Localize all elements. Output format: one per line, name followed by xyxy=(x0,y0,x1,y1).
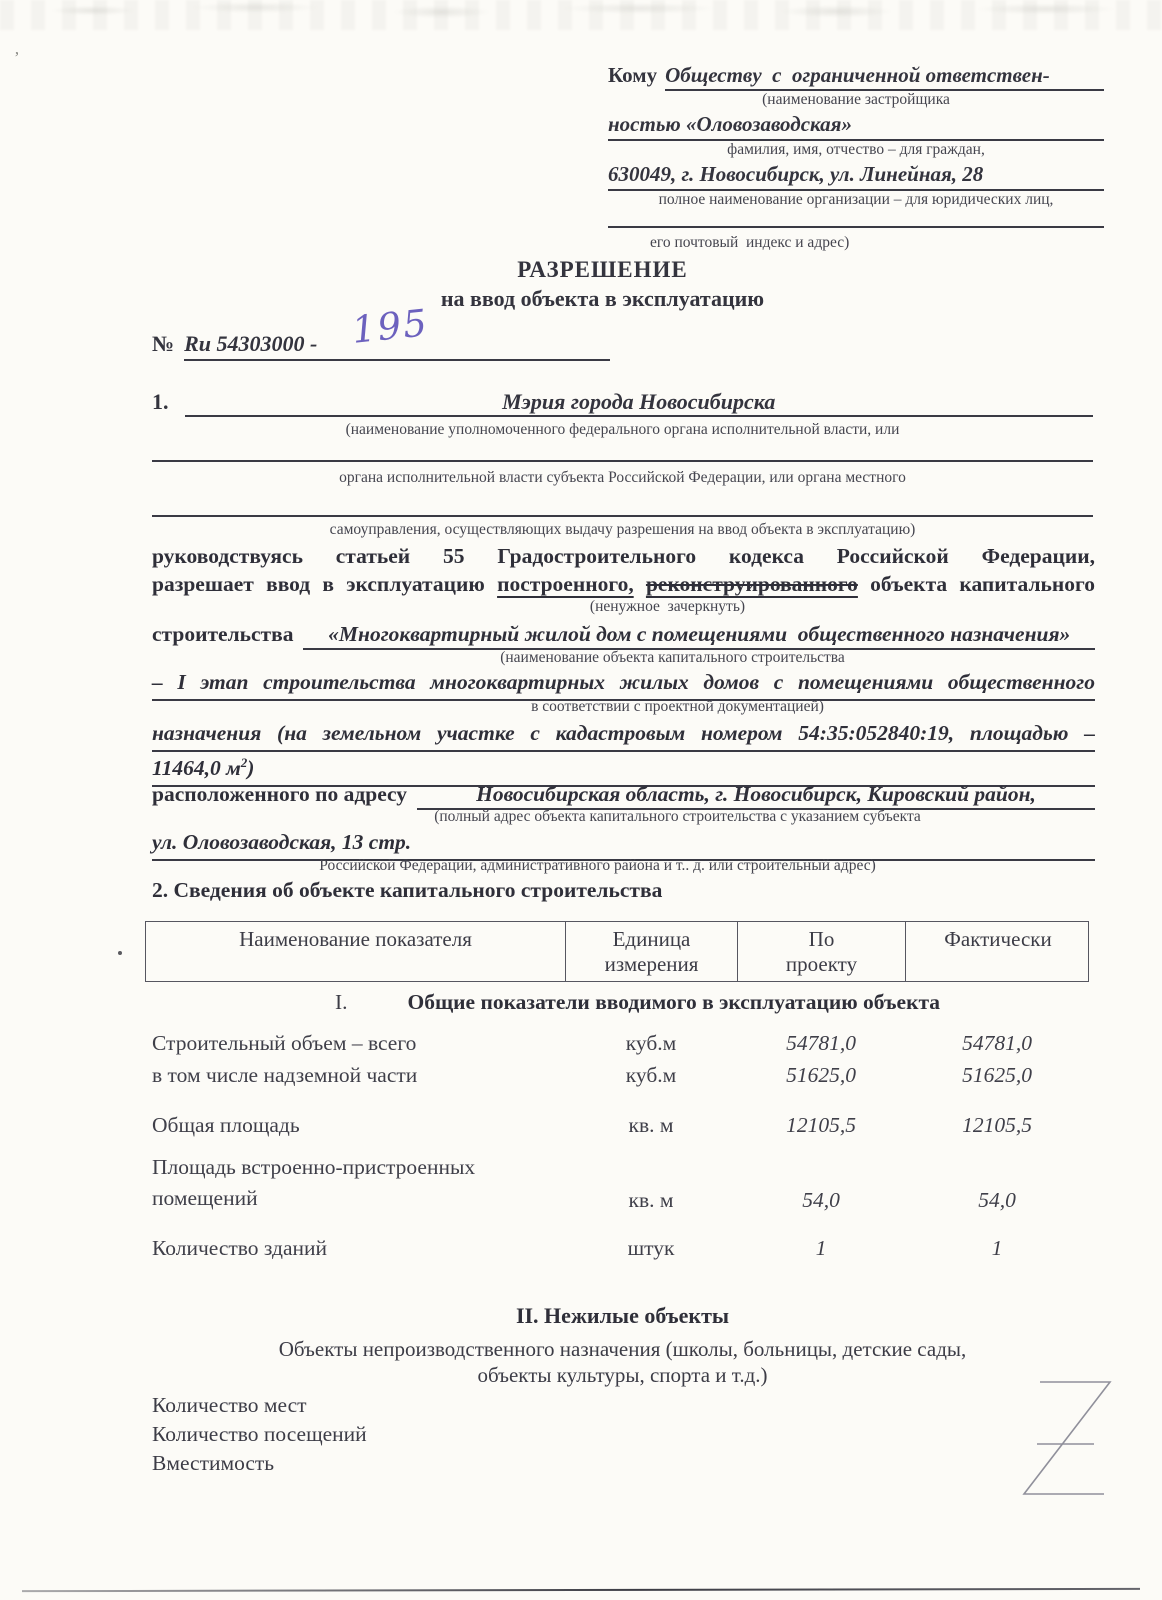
area-close-paren: ) xyxy=(247,756,255,781)
row-unit: куб.м xyxy=(625,1031,677,1055)
blank-underline xyxy=(152,440,1093,462)
location-field xyxy=(417,781,1095,810)
document-title: РАЗРЕШЕНИЕ xyxy=(517,257,688,282)
col-header-indicator xyxy=(146,922,566,981)
hint-developer-name: (наименование застройщика xyxy=(762,91,950,108)
scan-bottom-edge-line xyxy=(22,1588,1140,1592)
row-project-value: 54,0 xyxy=(802,1188,840,1212)
developer-name-part2: ностью «Оловозаводская» xyxy=(608,110,1104,141)
item1-number: 1. xyxy=(152,389,169,414)
table-row xyxy=(145,1235,1089,1262)
issuing-authority-line xyxy=(152,389,1093,417)
hint-full-address: (полный адрес объекта капитального строительства с указанием субъекта xyxy=(434,808,921,825)
hint-authority-1: (наименование уполномоченного федерального органа исполнительной власти, или xyxy=(345,421,900,438)
hint-authority-3: самоуправления, осуществляющих выдачу разрешения на ввод объекта в эксплуатацию) xyxy=(329,521,916,538)
hint-address-2: Российской Федерации, административного района и т.. д. или строительный адрес) xyxy=(319,857,876,874)
section-1-numeral: I. xyxy=(335,990,348,1014)
row-actual-value: 54,0 xyxy=(978,1188,1016,1212)
scan-noise-strip xyxy=(0,0,1162,30)
row-project-value: 54781,0 xyxy=(786,1031,856,1055)
permit-number-handwritten: 195 xyxy=(350,301,431,352)
permit-number-line xyxy=(152,301,610,361)
construction-object-field xyxy=(303,621,1095,650)
permit-number-printed: Ru 54303000 - xyxy=(184,331,318,356)
permit-number-field xyxy=(184,301,610,361)
construction-label: строительства xyxy=(152,622,294,646)
document-title-block xyxy=(130,256,1075,314)
construction-object-value: «Многоквартирный жилой дом с помещениями общественного назначения» xyxy=(328,622,1071,646)
hint-authority-2: органа исполнительной власти субъекта Российской Федерации, или органа местного xyxy=(339,469,906,486)
nonres-item-capacity: Вместимость xyxy=(152,1451,275,1475)
row-indicator: в том числе надземной части xyxy=(152,1063,418,1087)
stage-line: – I этап строительства многоквартирных жилых домов с помещениями общественного xyxy=(152,669,1095,701)
location-line xyxy=(152,781,1095,810)
col-header-indicator-label: Наименование показателя xyxy=(239,927,472,951)
hint-postal-address: его почтовый индекс и адрес) xyxy=(650,234,850,251)
section-2-roman-title: II. Нежилые объекты xyxy=(515,1303,730,1328)
hint-org-name: полное наименование организации – для юридических лиц, xyxy=(658,191,1054,208)
row-project-value: 51625,0 xyxy=(786,1063,856,1087)
hint-project-docs: в соответствии с проектной документацией) xyxy=(531,698,824,715)
street-line: ул. Оловозаводская, 13 стр. xyxy=(152,829,1095,861)
indicators-table-header xyxy=(145,921,1089,982)
row-indicator: Общая площадь xyxy=(152,1113,300,1137)
nonres-item-seats: Количество мест xyxy=(152,1393,307,1417)
row-indicator: Строительный объем – всего xyxy=(152,1031,417,1055)
number-sign: № xyxy=(152,331,175,356)
addressee-block xyxy=(608,62,1104,251)
permission-suffix: объекта капитального xyxy=(870,572,1095,596)
location-value: Новосибирская область, г. Новосибирск, Кировский район, xyxy=(476,782,1036,806)
table-row xyxy=(145,1030,1089,1057)
parcel-line: назначения (на земельном участке с кадастровым номером 54:35:052840:19, площадью – xyxy=(152,720,1095,752)
komu-label: Кому xyxy=(608,63,658,87)
hint-cross-out: (ненужное зачеркнуть) xyxy=(589,598,746,615)
body-statute-line: руководствуясь статьей 55 Градостроительного кодекса Российской Федерации, xyxy=(152,544,1095,568)
built-word: построенного, xyxy=(497,572,634,596)
table-section-1-heading xyxy=(152,990,1093,1015)
permission-prefix: разрешает ввод в эксплуатацию xyxy=(152,572,485,596)
row-indicator: Количество зданий xyxy=(152,1236,328,1260)
blank-underline xyxy=(608,214,1104,228)
document-subtitle: на ввод объекта в эксплуатацию xyxy=(440,286,765,311)
location-label: расположенного по адресу xyxy=(152,782,408,806)
col-header-actual xyxy=(906,922,1090,981)
body-permission-line xyxy=(152,571,1095,598)
col-header-unit-label: Единица измерения xyxy=(604,927,699,976)
row-unit: куб.м xyxy=(625,1063,677,1087)
nonres-item-visits: Количество посещений xyxy=(152,1422,367,1446)
col-header-unit xyxy=(566,922,738,981)
section-2-subtitle-1: Объекты непроизводственного назначения (школы, больницы, детские сады, xyxy=(278,1337,967,1361)
scan-artifact xyxy=(118,951,122,955)
construction-object-line xyxy=(152,621,1095,650)
table-row xyxy=(145,1062,1089,1089)
addressee-line-1 xyxy=(608,62,1104,91)
area-superscript: 2 xyxy=(240,755,248,770)
hint-person-name: фамилия, имя, отчество – для граждан, xyxy=(727,141,985,158)
row-actual-value: 54781,0 xyxy=(962,1031,1032,1055)
table-row xyxy=(145,1112,1089,1139)
reconstructed-word-struck: реконструированного xyxy=(645,572,858,596)
row-unit: кв. м xyxy=(628,1188,674,1212)
row-actual-value: 12105,5 xyxy=(962,1113,1032,1137)
developer-name-part1: Обществу с ограниченной ответствен- xyxy=(665,62,1104,91)
developer-address: 630049, г. Новосибирск, ул. Линейная, 28 xyxy=(608,160,1104,191)
built-word-group xyxy=(497,572,870,596)
row-project-value: 1 xyxy=(815,1236,827,1260)
col-header-project-label: По проекту xyxy=(785,927,858,976)
row-indicator: Площадь встроенно-пристроенных помещений xyxy=(152,1155,476,1210)
row-unit: кв. м xyxy=(628,1113,674,1137)
row-actual-value: 51625,0 xyxy=(962,1063,1032,1087)
section-2-subtitle-2: объекты культуры, спорта и т.д.) xyxy=(477,1363,768,1387)
area-value: 11464,0 м xyxy=(152,756,241,781)
row-project-value: 12105,5 xyxy=(786,1113,856,1137)
scan-artifact: ’ xyxy=(14,48,20,67)
row-actual-value: 1 xyxy=(991,1236,1003,1260)
col-header-project xyxy=(738,922,906,981)
hint-object-name: (наименование объекта капитального строительства xyxy=(500,649,845,666)
z-strikeout-mark xyxy=(1012,1372,1116,1504)
blank-underline xyxy=(152,495,1093,517)
issuing-authority-field xyxy=(185,389,1094,417)
section-1-title: Общие показатели вводимого в эксплуатацию объекта xyxy=(407,990,941,1014)
col-header-actual-label: Фактически xyxy=(944,927,1052,951)
row-unit: штук xyxy=(627,1236,675,1260)
issuing-authority-value: Мэрия города Новосибирска xyxy=(502,389,776,414)
section2-title: 2. Сведения об объекте капитального строительства xyxy=(152,878,663,902)
table-row xyxy=(145,1152,1089,1214)
